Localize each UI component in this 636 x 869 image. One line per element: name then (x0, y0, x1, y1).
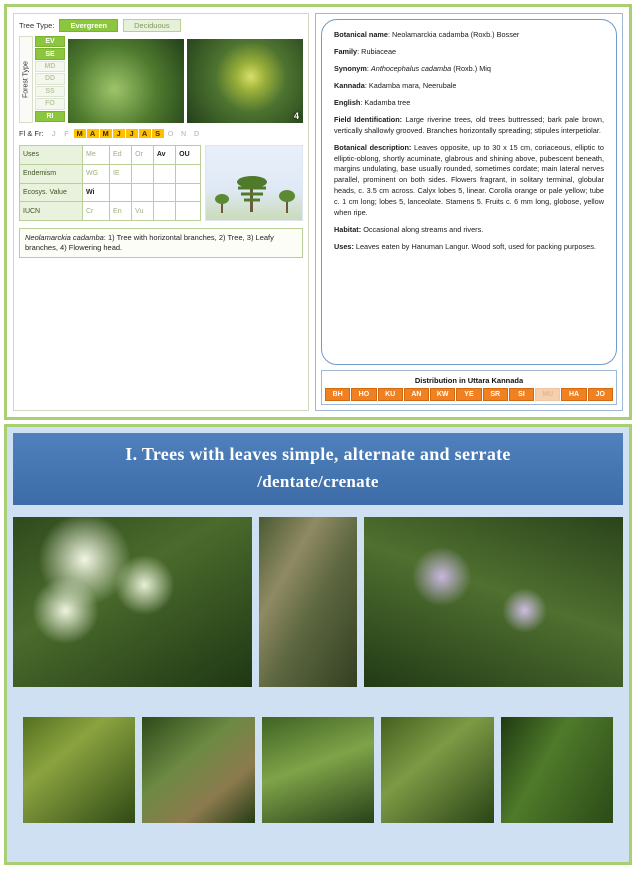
attr-row-label-endemism: Endemism (20, 164, 83, 183)
forest-code-dd[interactable]: DD (35, 73, 65, 84)
month-jan: J (51, 129, 56, 138)
attr-uses-ou: OU (176, 146, 201, 165)
attr-iucn-cr: Cr (83, 202, 110, 221)
month-mar: M (74, 129, 86, 138)
month-dec: D (193, 129, 200, 138)
botanical-description-value: Leaves opposite, up to 30 x 15 cm, coriaceous, elliptic to elliptic-oblong, shortly acuminate, glabrous and shining above, pubescent beneath, margins undulating, base usually rounded, sometimes cordate; main lateral nerves parallel, prominent on both sides. Flowers fragrant, in solitary terminal, globular heads, c. 3.5 cm across. Calyx lobes 5, linear. Corolla orange or pale yellow; tube c. 1 cm long; lobes 5, lanceolate. Stamens 5. Fruits c. 6 mm long, globose, yellow when ripe. (334, 142, 604, 218)
tree-habit-sketch (205, 145, 303, 221)
tree-type-option-deciduous[interactable]: Deciduous (123, 19, 180, 32)
synonym-label: Synonym (334, 63, 367, 73)
distribution-cell-an: AN (404, 388, 429, 401)
distribution-cell-ku: KU (378, 388, 403, 401)
leaf-photo-2 (142, 717, 254, 823)
english-line (334, 98, 604, 109)
tree-type-option-evergreen[interactable]: Evergreen (59, 19, 118, 32)
attributes-and-habit-row (19, 145, 303, 221)
month-feb: F (64, 129, 69, 138)
distribution-cell-kw: KW (430, 388, 455, 401)
habitat-value: Occasional along streams and rivers. (361, 225, 484, 235)
caption-species-name: Neolamarckia cadamba (25, 233, 104, 242)
attr-uses-me: Me (83, 146, 110, 165)
caption-text: : 1) Tree with horizontal branches, 2) Tree, 3) Leafy branches, 4) Flowering head. (25, 233, 274, 253)
field-identification-value: Large riverine trees, old trees buttressed; bark pale brown, vertically shallowly grooved. Branches horizontally spreading; stipules interpetiolar. (334, 114, 604, 135)
table-row (20, 164, 201, 183)
tree-silhouette-icon (232, 170, 272, 214)
forest-type-axis-label: Forest Type (19, 36, 33, 123)
synonym-italic: Anthocephalus cadamba (370, 63, 452, 73)
distribution-cell-sr: SR (483, 388, 508, 401)
attr-uses-av: Av (153, 146, 175, 165)
distribution-cell-ha: HA (561, 388, 586, 401)
uses-line (334, 242, 604, 253)
phenology-row (19, 129, 303, 138)
forest-type-column (19, 36, 65, 123)
phenology-label: Fl & Fr: (19, 129, 44, 138)
habitat-label: Habitat: (334, 225, 362, 235)
small-tree-silhouette-icon-2 (278, 188, 296, 214)
month-oct: O (167, 129, 174, 138)
distribution-title: Distribution in Uttara Kannada (414, 376, 524, 385)
uses-value: Leaves eaten by Hanuman Langur. Wood soft, used for packing purposes. (353, 242, 596, 252)
attr-iucn-en: En (110, 202, 132, 221)
month-aug: A (139, 129, 151, 138)
photo-block (19, 36, 303, 123)
family-label: Family (334, 46, 358, 56)
family-line (334, 47, 604, 58)
distribution-cell-mu: MU (535, 388, 560, 401)
leaf-photo-4 (381, 717, 493, 823)
attr-uses-ed: Ed (110, 146, 132, 165)
distribution-cell-ho: HO (351, 388, 376, 401)
table-row (20, 202, 201, 221)
botanical-name-label: Botanical name (334, 30, 388, 39)
phenology-months (48, 129, 203, 138)
distribution-cells (325, 388, 613, 401)
kannada-label: Kannada (334, 80, 365, 90)
tree-type-label: Tree Type: (19, 21, 55, 30)
month-may: M (100, 129, 112, 138)
plate-banner-line-2: /dentate/crenate (257, 471, 379, 491)
kannada-line (334, 81, 604, 92)
distribution-cell-jo: JO (588, 388, 613, 401)
month-nov: N (180, 129, 187, 138)
synonym-line (334, 64, 604, 75)
forest-code-se[interactable]: SE (35, 48, 65, 59)
attr-row-label-uses: Uses (20, 146, 83, 165)
distribution-cell-si: SI (509, 388, 534, 401)
synonym-prefix: : (366, 63, 371, 73)
species-sheet (4, 4, 632, 420)
attributes-table (19, 145, 201, 221)
attr-iucn-blank-2 (176, 202, 201, 221)
leaf-photo-5 (501, 717, 613, 823)
field-identification-label: Field Identification: (334, 114, 403, 124)
plate-banner (13, 433, 623, 505)
violet-flower-branch-photo (364, 517, 623, 687)
attr-row-label-iucn: IUCN (20, 202, 83, 221)
attr-endemism-ie: IE (110, 164, 132, 183)
month-jul: J (126, 129, 138, 138)
plate-row-1 (13, 517, 623, 687)
attr-ecosys-wi: Wi (83, 183, 110, 202)
flowering-branch-photo (13, 517, 252, 687)
photo-plate (4, 424, 632, 865)
attr-iucn-blank-1 (153, 202, 175, 221)
flowering-head-photo (187, 39, 303, 123)
forest-code-ri[interactable]: RI (35, 111, 65, 122)
attr-ecosys-blank-3 (153, 183, 175, 202)
attr-ecosys-blank-2 (132, 183, 154, 202)
leaf-photo-3 (262, 717, 374, 823)
forest-code-fo[interactable]: FO (35, 98, 65, 109)
species-media-column (13, 13, 309, 411)
forest-code-ss[interactable]: SS (35, 86, 65, 97)
habitat-line (334, 225, 604, 236)
attr-ecosys-blank-1 (110, 183, 132, 202)
description-box (321, 19, 617, 365)
plate-row-2 (13, 717, 623, 823)
forest-code-ev[interactable]: EV (35, 36, 65, 47)
photos-mid-row (68, 39, 303, 123)
english-label: English (334, 97, 361, 107)
plate-banner-line-1: I. Trees with leaves simple, alternate and serrate (125, 444, 511, 464)
family-value: : Rubiaceae (357, 46, 397, 56)
distribution-cell-bh: BH (325, 388, 350, 401)
table-row (20, 146, 201, 165)
small-tree-silhouette-icon-1 (214, 192, 230, 214)
figure-caption (19, 228, 303, 258)
field-identification-line (334, 115, 604, 137)
tree-trunk-photo (259, 517, 357, 687)
distribution-box (321, 370, 617, 405)
uses-label: Uses: (334, 242, 354, 252)
botanical-description-line (334, 143, 604, 220)
photo-number-label: 4 (293, 111, 299, 121)
species-description-column (315, 13, 623, 411)
attr-endemism-blank-1 (132, 164, 154, 183)
synonym-suffix: (Roxb.) Miq (451, 63, 491, 73)
table-row (20, 183, 201, 202)
attr-endemism-wg: WG (83, 164, 110, 183)
month-apr: A (87, 129, 99, 138)
attr-uses-or: Or (132, 146, 154, 165)
attr-iucn-vu: Vu (132, 202, 154, 221)
attr-ecosys-blank-4 (176, 183, 201, 202)
leafy-branches-photo (68, 39, 184, 123)
month-jun: J (113, 129, 125, 138)
distribution-cell-ye: YE (456, 388, 481, 401)
botanical-name-line (334, 30, 604, 41)
attr-endemism-blank-3 (176, 164, 201, 183)
botanical-description-label: Botanical description: (334, 142, 412, 152)
forest-type-codes (35, 36, 65, 123)
leaf-photo-1 (23, 717, 135, 823)
english-value: : Kadamba tree (360, 97, 411, 107)
attr-endemism-blank-2 (153, 164, 175, 183)
tree-type-row (19, 19, 303, 32)
kannada-value: : Kadamba mara, Neerubale (364, 80, 457, 90)
month-sep: S (152, 129, 164, 138)
attr-row-label-ecosys-value: Ecosys. Value (20, 183, 83, 202)
forest-code-md[interactable]: MD (35, 61, 65, 72)
botanical-name-value: : Neolamarckia cadamba (Roxb.) Bosser (387, 30, 520, 39)
